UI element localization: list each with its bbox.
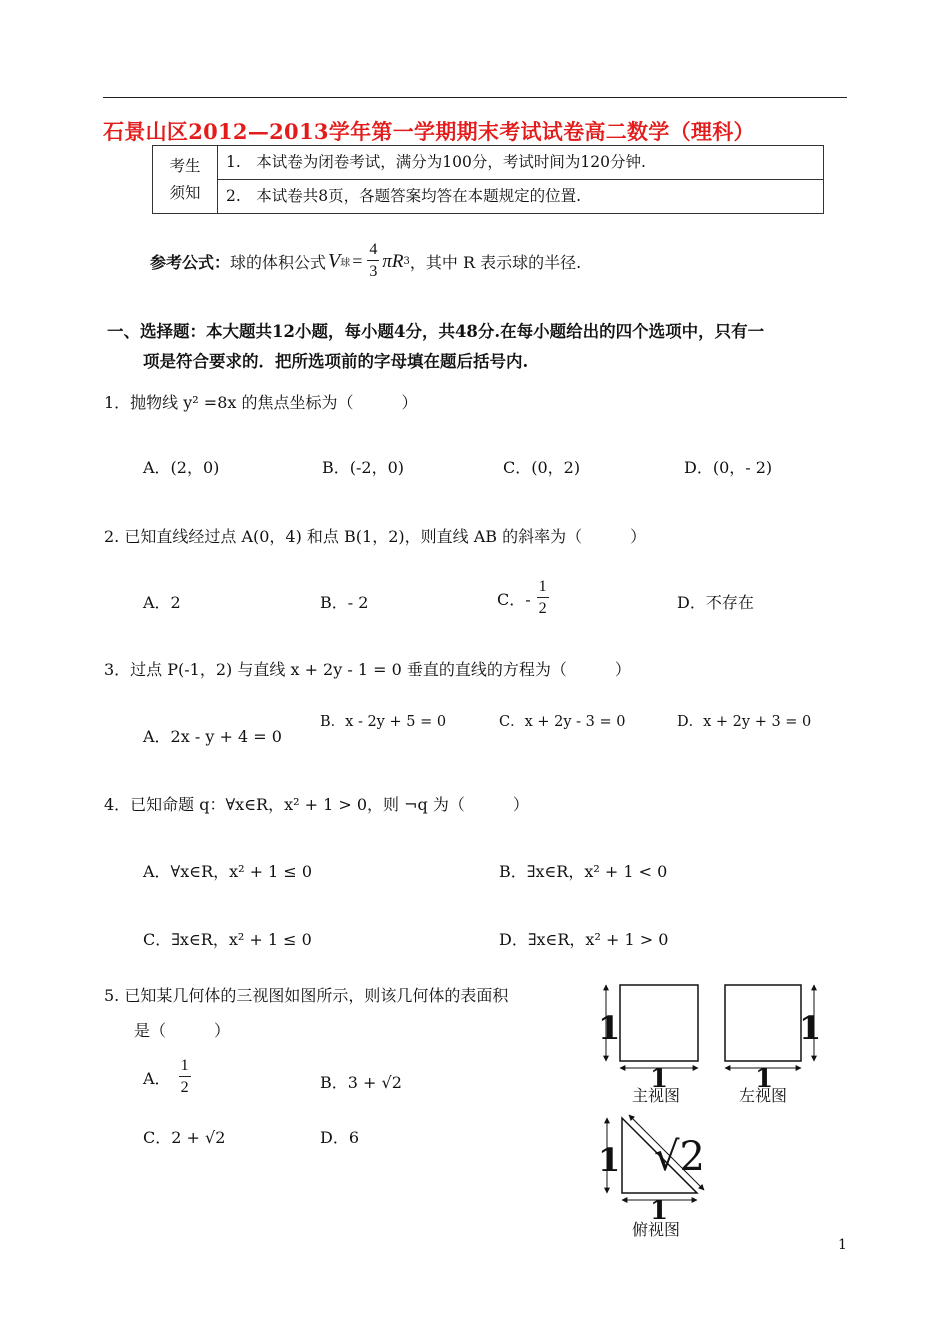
front-view-square [620, 985, 698, 1061]
section-1-line-2: 项是符合要求的．把所选项前的字母填在题后括号内. [143, 352, 529, 371]
notice-item-1: 1. 本试卷为闭卷考试，满分为100分，考试时间为120分钟. [218, 146, 824, 180]
exam-notice-box [152, 145, 824, 214]
left-view-caption: 左视图 [739, 1086, 788, 1105]
top-view-diagonal-label: √2 [654, 1134, 705, 1180]
top-view-caption: 俯视图 [632, 1220, 681, 1239]
question-5-option-d: D．6 [320, 1128, 360, 1147]
section-1-line-1: 一、选择题：本大题共12小题，每小题4分，共48分.在每小题给出的四个选项中，只有一 [107, 322, 765, 341]
left-view-width-label: 1 [755, 1064, 774, 1094]
question-3-stem: 3．过点 P(-1，2) 与直线 x + 2y - 1 = 0 垂直的直线的方程为（ ） [104, 660, 631, 679]
top-view-width-label: 1 [650, 1196, 669, 1226]
question-2-option-b: B．- 2 [320, 593, 369, 612]
question-2-option-a: A．2 [143, 593, 181, 612]
question-3-option-b: B．x - 2y + 5 = 0 [320, 714, 447, 730]
header-rule [103, 97, 847, 98]
question-5-option-a-fraction: $\frac{1}{2}$ [180, 1057, 189, 1096]
question-4-stem: 4．已知命题 q：∀x∈R，x² + 1 > 0，则 ¬q 为（ ） [104, 795, 529, 814]
question-4-option-b: B．∃x∈R，x² + 1 < 0 [499, 862, 668, 881]
question-1-stem: 1．抛物线 y² =8x 的焦点坐标为（ ） [104, 393, 418, 412]
left-view-square [725, 985, 801, 1061]
question-5-option-b: B．3 + √2 [320, 1073, 402, 1092]
notice-item-2: 2. 本试卷共8页，各题答案均答在本题规定的位置. [218, 180, 824, 214]
question-1-option-c: C．(0，2) [503, 458, 581, 477]
page-title: 石景山区2012—2013学年第一学期期末考试试卷高二数学（理科） [103, 119, 755, 144]
formula-label: 参考公式： [150, 253, 231, 272]
top-view-height-label: 1 [598, 1141, 621, 1179]
question-1-option-a: A．(2，0) [143, 458, 220, 477]
question-3-option-c: C．x + 2y - 3 = 0 [499, 714, 626, 730]
question-5-stem-line-2: 是（ ） [134, 1021, 231, 1040]
question-5-option-c: C．2 + √2 [143, 1128, 226, 1147]
left-view-height-label: 1 [799, 1009, 822, 1047]
page-number: 1 [838, 1237, 847, 1253]
question-3-option-a: A．2x - y + 4 = 0 [143, 727, 282, 746]
three-view-figure [592, 975, 832, 1245]
question-2-option-c: C．- $\frac{1}{2}$ [497, 577, 552, 620]
question-5-stem-line-1: 5. 已知某几何体的三视图如图所示，则该几何体的表面积 [104, 986, 509, 1005]
formula-fraction: $\frac{4}{3}$ [369, 241, 378, 280]
question-3-option-d: D．x + 2y + 3 = 0 [677, 714, 812, 730]
question-2-option-c-fraction: $\frac{1}{2}$ [538, 578, 547, 617]
question-2-option-d: D．不存在 [677, 593, 754, 612]
front-view-width-label: 1 [650, 1064, 669, 1094]
front-view-height-label: 1 [598, 1009, 621, 1047]
question-1-option-b: B．(-2，0) [322, 458, 405, 477]
notice-heading: 考生 须知 [153, 146, 218, 214]
question-5-option-a: A． $\frac{1}{2}$ [143, 1056, 194, 1099]
reference-formula: 参考公式： 球的体积公式 V 球 = $\frac{4}{3}$ πR 3 ，其中 R 表示球的半径. [150, 240, 581, 283]
question-4-option-d: D．∃x∈R，x² + 1 > 0 [499, 930, 669, 949]
question-1-option-d: D．(0，- 2) [684, 458, 773, 477]
question-4-option-c: C．∃x∈R，x² + 1 ≤ 0 [143, 930, 312, 949]
question-2-stem: 2. 已知直线经过点 A(0，4) 和点 B(1，2)，则直线 AB 的斜率为（ ） [104, 527, 647, 546]
front-view-caption: 主视图 [632, 1086, 681, 1105]
question-4-option-a: A．∀x∈R，x² + 1 ≤ 0 [143, 862, 313, 881]
